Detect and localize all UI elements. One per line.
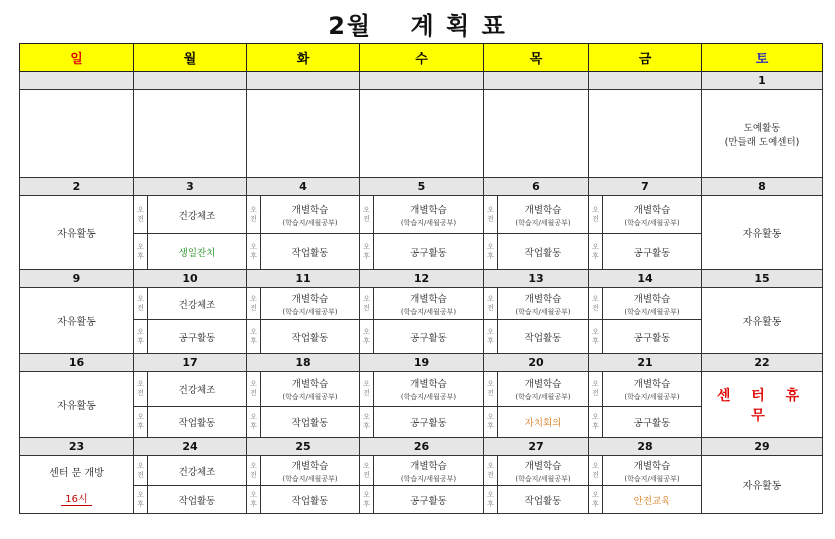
- activity-label: 개별학습: [633, 293, 671, 305]
- sunday-activity: [20, 456, 134, 514]
- week2-am-row: [20, 288, 823, 320]
- activity-sub: (학습지/세월공부): [624, 218, 680, 227]
- date-cell: 11: [247, 270, 360, 288]
- weekday-header-row: [20, 44, 823, 72]
- empty-cell: [360, 90, 484, 178]
- activity-label: 건강체조: [178, 466, 216, 478]
- activity-cell: [498, 196, 589, 234]
- activity-label: 개별학습: [633, 204, 671, 216]
- week4-date-row: [20, 438, 823, 456]
- activity-cell: 생일잔치: [148, 234, 247, 270]
- activity-cell: [374, 288, 484, 320]
- pm-label: 오후: [484, 486, 498, 514]
- activity-cell: 작업활동: [261, 486, 360, 514]
- activity-cell: [498, 288, 589, 320]
- activity-cell: [498, 372, 589, 407]
- title-rest: 계 획 표: [410, 12, 507, 40]
- am-label: 오전: [134, 196, 148, 234]
- title-month: 2월: [328, 12, 373, 40]
- pm-label: 오후: [360, 320, 374, 354]
- activity-sub: (학습지/세월공부): [515, 218, 571, 227]
- date-cell: 10: [134, 270, 247, 288]
- activity-sub: (학습지/세월공부): [624, 393, 680, 401]
- date-cell: [20, 72, 134, 90]
- activity-sub: (학습지/세월공부): [282, 393, 338, 401]
- activity-sub: (학습지/세월공부): [400, 474, 457, 483]
- activity-cell: [498, 456, 589, 486]
- am-label: 오전: [589, 196, 603, 234]
- date-cell: 20: [484, 354, 589, 372]
- date-cell: [484, 72, 589, 90]
- pm-label: 오후: [360, 486, 374, 514]
- am-label: 오전: [247, 456, 261, 486]
- date-cell: 5: [360, 178, 484, 196]
- activity-cell: [374, 196, 484, 234]
- activity-cell: [374, 456, 484, 486]
- activity-label: 개별학습: [524, 460, 562, 472]
- activity-cell: [603, 456, 702, 486]
- weekday-mon: 월: [134, 44, 247, 72]
- date-cell: 12: [360, 270, 484, 288]
- pm-label: 오후: [589, 486, 603, 514]
- date-cell: 15: [702, 270, 823, 288]
- activity-cell: 공구활동: [603, 234, 702, 270]
- am-label: 오전: [589, 456, 603, 486]
- pm-label: 오후: [484, 320, 498, 354]
- week1-date-row: [20, 178, 823, 196]
- activity-cell: 공구활동: [148, 320, 247, 354]
- activity-cell: 작업활동: [498, 320, 589, 354]
- date-cell: 25: [247, 438, 360, 456]
- pm-label: 오후: [360, 407, 374, 438]
- am-label: 오전: [247, 288, 261, 320]
- activity-sub: (학습지/세월공부): [400, 218, 457, 227]
- date-cell: 16: [20, 354, 134, 372]
- sunday-activity: 자유활동: [20, 288, 134, 354]
- date-cell: 14: [589, 270, 702, 288]
- activity-sub: (학습지/세월공부): [515, 307, 571, 316]
- activity-label: 개별학습: [291, 460, 329, 472]
- date-cell: 23: [20, 438, 134, 456]
- week0-activity-row: [20, 90, 823, 178]
- am-label: 오전: [484, 288, 498, 320]
- activity-cell: 안전교육: [603, 486, 702, 514]
- am-label: 오전: [589, 372, 603, 407]
- week3-date-row: [20, 354, 823, 372]
- activity-label: 개별학습: [633, 379, 671, 390]
- activity-cell: [148, 372, 247, 407]
- date-cell: 8: [702, 178, 823, 196]
- activity-cell: [261, 288, 360, 320]
- date-cell: 4: [247, 178, 360, 196]
- pm-label: 오후: [247, 486, 261, 514]
- activity-cell: 작업활동: [261, 234, 360, 270]
- empty-cell: [247, 90, 360, 178]
- pm-label: 오후: [134, 486, 148, 514]
- date-cell: 3: [134, 178, 247, 196]
- activity-label: 개별학습: [410, 379, 447, 390]
- activity-cell: 공구활동: [374, 486, 484, 514]
- activity-cell: 작업활동: [148, 486, 247, 514]
- center-closed-label: 센 터 휴 무: [716, 387, 808, 424]
- pm-label: 오후: [360, 234, 374, 270]
- pm-label: 오후: [247, 234, 261, 270]
- activity-sub: (학습지/세월공부): [282, 307, 338, 316]
- activity-label: 개별학습: [524, 204, 562, 216]
- sunday-activity: 자유활동: [20, 196, 134, 270]
- date-cell: 21: [589, 354, 702, 372]
- activity-cell: 작업활동: [148, 407, 247, 438]
- am-label: 오전: [484, 372, 498, 407]
- empty-cell: [589, 90, 702, 178]
- date-cell: 22: [702, 354, 823, 372]
- pm-label: 오후: [484, 407, 498, 438]
- activity-cell: 작업활동: [261, 320, 360, 354]
- week4-am-row: [20, 456, 823, 486]
- activity-cell: [261, 372, 360, 407]
- pm-label: 오후: [589, 407, 603, 438]
- sunday-activity: 자유활동: [20, 372, 134, 438]
- date-cell: 19: [360, 354, 484, 372]
- activity-label: 도예활동: [743, 122, 781, 134]
- am-label: 오전: [134, 456, 148, 486]
- am-label: 오전: [484, 196, 498, 234]
- activity-label: 개별학습: [524, 379, 562, 390]
- saturday-activity: 자유활동: [702, 456, 823, 514]
- activity-cell: [148, 196, 247, 234]
- pm-label: 오후: [589, 320, 603, 354]
- date-cell: 24: [134, 438, 247, 456]
- am-label: 오전: [247, 196, 261, 234]
- activity-label: 개별학습: [291, 293, 329, 305]
- pm-label: 오후: [134, 407, 148, 438]
- open-time: 16시: [61, 494, 91, 506]
- activity-cell: 공구활동: [603, 407, 702, 438]
- date-cell: [134, 72, 247, 90]
- weekday-tue: 화: [247, 44, 360, 72]
- weekday-wed: 수: [360, 44, 484, 72]
- pm-label: 오후: [247, 320, 261, 354]
- weekday-sat: 토: [702, 44, 823, 72]
- activity-cell: 공구활동: [374, 234, 484, 270]
- am-label: 오전: [484, 456, 498, 486]
- activity-label: 개별학습: [410, 204, 447, 216]
- activity-sub: (학습지/세월공부): [400, 307, 457, 316]
- am-label: 오전: [589, 288, 603, 320]
- empty-cell: [484, 90, 589, 178]
- activity-cell: [148, 288, 247, 320]
- pm-label: 오후: [589, 234, 603, 270]
- am-label: 오전: [247, 372, 261, 407]
- week3-am-row: [20, 372, 823, 407]
- activity-cell: [603, 196, 702, 234]
- pm-label: 오후: [247, 407, 261, 438]
- saturday-closed: [702, 372, 823, 438]
- activity-label: 건강체조: [178, 210, 216, 222]
- activity-cell: 자치회의: [498, 407, 589, 438]
- pm-label: 오후: [484, 234, 498, 270]
- activity-cell: 작업활동: [498, 234, 589, 270]
- activity-cell: [148, 456, 247, 486]
- date-cell: 1: [702, 72, 823, 90]
- weekday-sun: 일: [20, 44, 134, 72]
- date-cell: [247, 72, 360, 90]
- date-cell: 26: [360, 438, 484, 456]
- week2-date-row: [20, 270, 823, 288]
- am-label: 오전: [134, 288, 148, 320]
- activity-sub: (학습지/세월공부): [400, 393, 457, 401]
- weekday-fri: 금: [589, 44, 702, 72]
- activity-sub: (학습지/세월공부): [515, 474, 571, 483]
- am-label: 오전: [360, 196, 374, 234]
- activity-label: 개별학습: [410, 293, 447, 305]
- am-label: 오전: [134, 372, 148, 407]
- activity-cell: [603, 288, 702, 320]
- activity-label: 개별학습: [291, 204, 329, 216]
- weekday-thu: 목: [484, 44, 589, 72]
- activity-cell: [261, 196, 360, 234]
- activity-label: 개별학습: [291, 379, 329, 390]
- activity-cell: 공구활동: [603, 320, 702, 354]
- date-cell: 6: [484, 178, 589, 196]
- saturday-activity: 자유활동: [702, 196, 823, 270]
- date-cell: 29: [702, 438, 823, 456]
- activity-sub: (학습지/세월공부): [624, 307, 680, 316]
- activity-label: 개별학습: [633, 460, 671, 472]
- am-label: 오전: [360, 372, 374, 407]
- activity-cell: 공구활동: [374, 407, 484, 438]
- week1-am-row: [20, 196, 823, 234]
- center-open-label: 센터 문 개방: [49, 468, 104, 479]
- am-label: 오전: [360, 288, 374, 320]
- page-title: [0, 6, 835, 41]
- empty-cell: [20, 90, 134, 178]
- calendar-table: [19, 43, 823, 514]
- date-cell: 9: [20, 270, 134, 288]
- activity-cell: [603, 372, 702, 407]
- activity-cell: [261, 456, 360, 486]
- date-cell: 27: [484, 438, 589, 456]
- week0-date-row: [20, 72, 823, 90]
- activity-label: 개별학습: [524, 293, 562, 305]
- activity-label: 개별학습: [410, 460, 447, 472]
- date-cell: 28: [589, 438, 702, 456]
- saturday-activity: [702, 90, 823, 178]
- activity-cell: 작업활동: [261, 407, 360, 438]
- empty-cell: [134, 90, 247, 178]
- activity-sub: (학습지/세월공부): [282, 474, 338, 483]
- activity-cell: 공구활동: [374, 320, 484, 354]
- date-cell: [360, 72, 484, 90]
- activity-label: 건강체조: [178, 385, 216, 396]
- activity-cell: 작업활동: [498, 486, 589, 514]
- saturday-activity: 자유활동: [702, 288, 823, 354]
- date-cell: 7: [589, 178, 702, 196]
- activity-sub: (학습지/세월공부): [282, 218, 338, 227]
- date-cell: 13: [484, 270, 589, 288]
- activity-sub: (학습지/세월공부): [624, 474, 680, 483]
- date-cell: 2: [20, 178, 134, 196]
- am-label: 오전: [360, 456, 374, 486]
- activity-label: 건강체조: [178, 299, 216, 311]
- pm-label: 오후: [134, 234, 148, 270]
- activity-cell: [374, 372, 484, 407]
- pm-label: 오후: [134, 320, 148, 354]
- date-cell: 18: [247, 354, 360, 372]
- activity-sub: (학습지/세월공부): [515, 393, 571, 401]
- date-cell: 17: [134, 354, 247, 372]
- date-cell: [589, 72, 702, 90]
- activity-location: (만들래 도예센터): [724, 136, 800, 148]
